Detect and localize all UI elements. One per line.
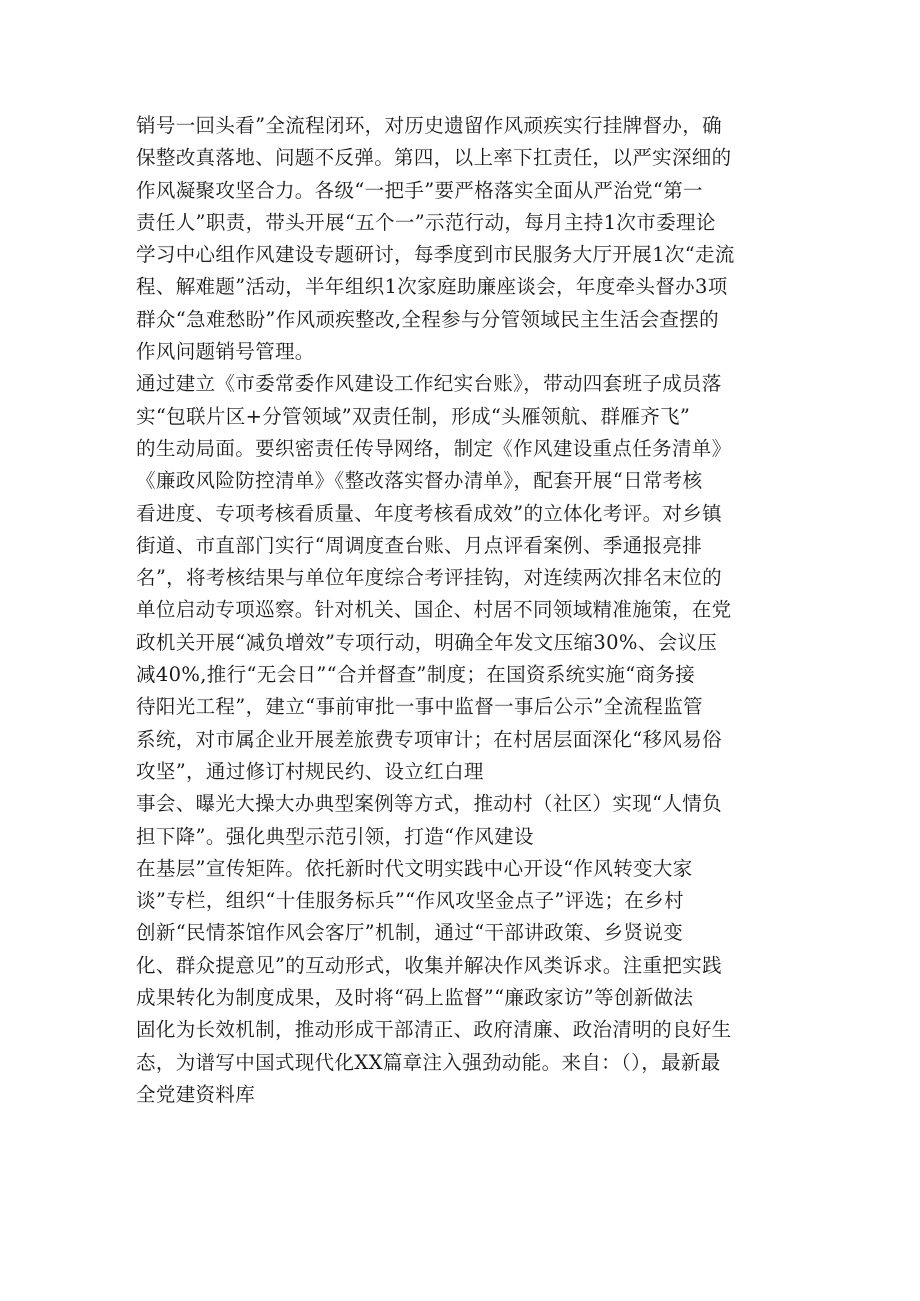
text-line: 《廉政风险防控清单》《整改落实督办清单》，配套开展“日常考核: [136, 469, 703, 493]
text-line: 待阳光工程”，建立“事前审批一事中监督一事后公示”全流程监管: [136, 695, 703, 719]
text-line: 的生动局面。要织密责任传导网络，制定《作风建设重点任务清单》: [136, 436, 732, 460]
text-line: 谈”专栏，组织“十佳服务标兵”“作风攻坚金点子”评选；在乡村: [136, 889, 684, 913]
text-line: 创新“民情茶馆作风会客厅”机制，通过“干部讲政策、乡贤说变: [136, 921, 684, 945]
body-text: [136, 110, 796, 1111]
text-line: 攻坚”，通过修订村规民约、设立红白理: [136, 759, 484, 783]
text-line: 事会、曝光大操大办典型案例等方式，推动村（社区）实现“人情负: [136, 792, 722, 816]
text-line: 群众“急难愁盼”作风顽疾整改,全程参与分管领域民主生活会查摆的: [136, 307, 719, 331]
text-line: 政机关开展“减负增效”专项行动，明确全年发文压缩30%、会议压: [136, 630, 718, 654]
text-line: 单位启动专项巡察。针对机关、国企、村居不同领域精准施策，在党: [136, 598, 732, 622]
text-line: 销号一回头看”全流程闭环，对历史遗留作风顽疾实行挂牌督办，确: [136, 114, 722, 137]
text-line: 作风凝聚攻坚合力。各级“一把手”要严格落实全面从严治党“第一: [136, 178, 703, 202]
text-line: 街道、市直部门实行“周调度查台账、月点评看案例、季通报亮排: [136, 533, 703, 557]
text-line: 减40%,推行“无会日”“合并督查”制度；在国资系统实施“商务接: [136, 663, 696, 687]
text-line: 通过建立《市委常委作风建设工作纪实台账》，带动四套班子成员落: [136, 372, 722, 396]
text-line: 程、解难题”活动，半年组织1次家庭助廉座谈会，年度牵头督办3项: [136, 275, 728, 299]
text-line: 态，为谱写中国式现代化XX篇章注入强劲动能。来自：（），最新最: [136, 1050, 721, 1074]
text-line: 全党建资料库: [136, 1082, 256, 1106]
text-line: 成果转化为制度成果，及时将“码上监督”“廉政家访”等创新做法: [136, 986, 694, 1010]
text-line: 作风问题销号管理。: [136, 340, 315, 364]
text-line: 学习中心组作风建设专题研讨，每季度到市民服务大厅开展1次“走流: [136, 243, 735, 267]
text-line: 在基层”宣传矩阵。依托新时代文明实践中心开设“作风转变大家: [136, 856, 693, 880]
text-line: 系统，对市属企业开展差旅费专项审计；在村居层面深化“移风易俗: [136, 727, 722, 751]
text-line: 保整改真落地、问题不反弹。第四，以上率下扛责任，以严实深细的: [136, 146, 732, 170]
text-line: 化、群众提意见”的互动形式，收集并解决作风类诉求。注重把实践: [136, 953, 722, 977]
text-line: 实“包联片区+分管领域”双责任制，形成“头雁领航、群雁齐飞”: [136, 404, 691, 428]
text-line: 看进度、专项考核看质量、年度考核看成效”的立体化考评。对乡镇: [136, 501, 722, 525]
text-line: 责任人”职责，带头开展“五个一”示范行动，每月主持1次市委理论: [136, 210, 716, 234]
text-line: 固化为长效机制，推动形成干部清正、政府清廉、政治清明的良好生: [136, 1018, 732, 1042]
text-line: 担下降”。强化典型示范引领，打造“作风建设: [136, 824, 534, 848]
text-line: 名”，将考核结果与单位年度综合考评挂钩，对连续两次排名末位的: [136, 566, 722, 590]
